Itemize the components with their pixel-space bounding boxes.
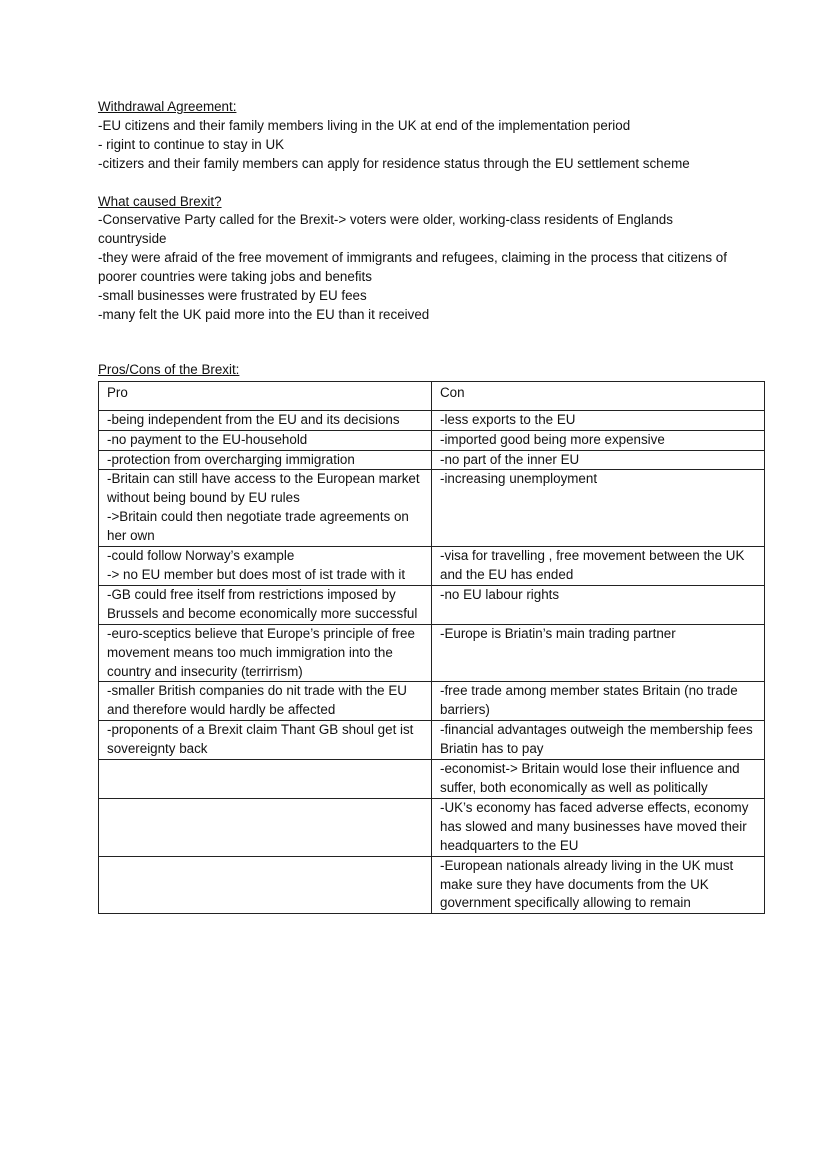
- con-cell-text: -free trade among member states Britain (no trade barriers): [440, 683, 738, 718]
- table-row: [99, 760, 765, 799]
- pro-cell-text: -no payment to the EU-household: [107, 431, 308, 447]
- causes-heading: What caused Brexit?: [98, 193, 222, 209]
- con-cell-text: -financial advantages outweigh the membership fees Briatin has to pay: [440, 722, 753, 757]
- table-row: [99, 470, 765, 547]
- table-row: [99, 585, 765, 624]
- pro-cell-text: -euro-sceptics believe that Europe’s principle of free movement means too much immigration into the country and insecurity (terrirrism): [107, 625, 415, 679]
- con-cell-text: -no part of the inner EU: [440, 451, 580, 467]
- con-cell: [432, 682, 765, 721]
- pro-cell: [99, 682, 432, 721]
- pro-cell: [99, 585, 432, 624]
- causes-line: -many felt the UK paid more into the EU than it received: [98, 306, 430, 322]
- pro-cell-text: ->Britain could then negotiate trade agreements on her own: [107, 509, 409, 544]
- table-row: [99, 410, 765, 430]
- pro-cell: [99, 470, 432, 547]
- con-cell-text: -Europe is Briatin’s main trading partner: [440, 625, 676, 641]
- table-row: [99, 624, 765, 682]
- con-cell-text: -no EU labour rights: [440, 586, 560, 602]
- pro-cell-text: -smaller British companies do nit trade with the EU and therefore would hardly be affected: [107, 683, 407, 718]
- con-cell: [432, 470, 765, 547]
- con-cell: [432, 430, 765, 450]
- causes-section: [98, 193, 738, 325]
- table-row: [99, 682, 765, 721]
- proscons-section: [98, 361, 753, 914]
- pro-cell-text: -being independent from the EU and its decisions: [107, 411, 400, 427]
- con-cell: [432, 585, 765, 624]
- con-cell: [432, 856, 765, 914]
- withdrawal-line: -citizers and their family members can apply for residence status through the EU settlement scheme: [98, 155, 690, 171]
- con-cell: [432, 450, 765, 470]
- withdrawal-section: [98, 98, 738, 174]
- pro-cell: [99, 856, 432, 914]
- con-cell: [432, 624, 765, 682]
- pro-header: Pro: [99, 381, 432, 410]
- table-header-row: [99, 381, 765, 410]
- table-row: [99, 430, 765, 450]
- withdrawal-line: - rigint to continue to stay in UK: [98, 136, 285, 152]
- withdrawal-heading: Withdrawal Agreement:: [98, 99, 237, 114]
- table-row: [99, 721, 765, 760]
- table-row: [99, 450, 765, 470]
- pro-cell: [99, 624, 432, 682]
- proscons-heading: Pros/Cons of the Brexit:: [98, 361, 240, 377]
- con-cell: [432, 798, 765, 856]
- pro-cell-text: -GB could free itself from restrictions imposed by Brussels and become economically more successful: [107, 586, 418, 621]
- con-cell-text: -European nationals already living in the UK must make sure they have documents from the UK government specifically allowing to remain: [440, 857, 734, 911]
- con-header: Con: [432, 381, 765, 410]
- pro-cell: [99, 450, 432, 470]
- con-cell: [432, 760, 765, 799]
- pro-cell: [99, 430, 432, 450]
- con-cell-text: -increasing unemployment: [440, 471, 598, 487]
- pro-cell-text: -Britain can still have access to the European market without being bound by EU rules: [107, 471, 420, 506]
- pro-cell-text: -protection from overcharging immigration: [107, 451, 355, 467]
- pro-cell: [99, 410, 432, 430]
- causes-line: -Conservative Party called for the Brexit-> voters were older, working-class residents of Englands countryside: [98, 212, 677, 247]
- pro-cell: [99, 760, 432, 799]
- con-cell-text: -less exports to the EU: [440, 411, 576, 427]
- con-cell-text: -imported good being more expensive: [440, 431, 665, 447]
- pro-cell-text: -> no EU member but does most of ist trade with it: [107, 567, 406, 583]
- pro-cell: [99, 547, 432, 586]
- con-cell-text: -visa for travelling , free movement between the UK and the EU has ended: [440, 548, 745, 583]
- proscons-table: [98, 381, 765, 915]
- con-cell-text: -UK’s economy has faced adverse effects, economy has slowed and many businesses have moved their headquarters to the EU: [440, 799, 749, 853]
- pro-cell: [99, 721, 432, 760]
- con-cell: [432, 547, 765, 586]
- con-cell: [432, 721, 765, 760]
- pro-cell-text: -could follow Norway’s example: [107, 548, 295, 564]
- table-row: [99, 856, 765, 914]
- pro-cell-text: -proponents of a Brexit claim Thant GB shoul get ist sovereignty back: [107, 722, 414, 757]
- table-row: [99, 798, 765, 856]
- table-row: [99, 547, 765, 586]
- causes-line: -small businesses were frustrated by EU fees: [98, 288, 367, 304]
- causes-line: -they were afraid of the free movement of immigrants and refugees, claiming in the process that citizens of poorer countries were taking jobs and benefits: [98, 250, 731, 285]
- pro-cell: [99, 798, 432, 856]
- withdrawal-line: -EU citizens and their family members living in the UK at end of the implementation period: [98, 117, 631, 133]
- con-cell: [432, 410, 765, 430]
- con-cell-text: -economist-> Britain would lose their influence and suffer, both economically as well as politically: [440, 761, 740, 795]
- document-page: [98, 98, 753, 914]
